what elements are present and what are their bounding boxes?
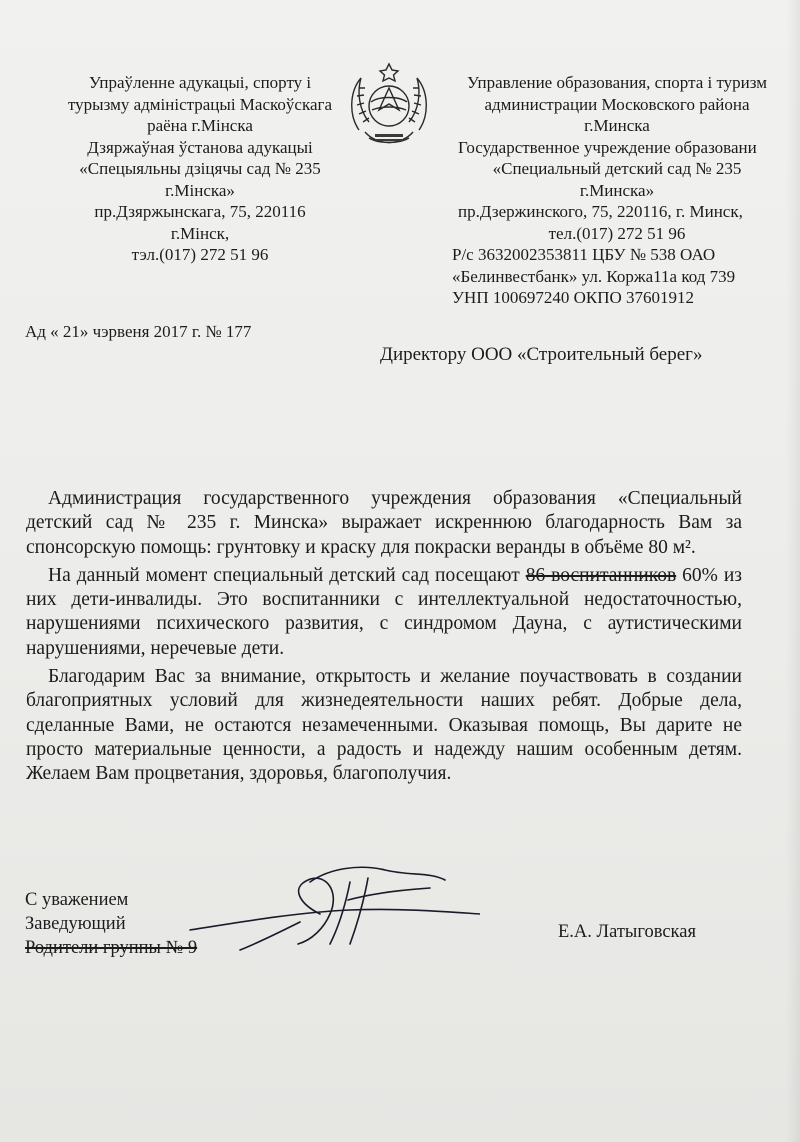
signer-position: Заведующий xyxy=(25,914,126,934)
belarus-emblem-icon xyxy=(345,58,433,150)
header-left-line: г.Мінск, xyxy=(170,223,230,243)
header-right-line: администрации Московского района xyxy=(484,94,750,114)
body-paragraph: Благодарим Вас за внимание, открытость и желание поучаствовать в создании благоприятных условий для жизнедеятельности наших ребят. Добрые дела, сделанные Вами, не остаются незамеченными. Оказывая помощь, Вы дарите не просто материальные ценности, а радость и надежду нашим особенным детям. Желаем Вам процветания, здоровья, благополучия. xyxy=(26,666,742,785)
header-right-line: Государственное учреждение образовани xyxy=(458,137,757,157)
handwritten-signature xyxy=(180,852,480,972)
header-right-phone: тел.(017) 272 51 96 xyxy=(548,223,686,243)
closing: С уважением xyxy=(25,890,129,910)
header-right-line: «Специальный детский сад № 235 xyxy=(492,159,742,178)
signer-name: Е.А. Латыговская xyxy=(558,922,696,942)
signature-block xyxy=(25,888,197,960)
letter-body xyxy=(26,487,742,791)
header-right-line: г.Минска» xyxy=(579,180,655,200)
header-right-line: Управление образования, спорта і туризм xyxy=(466,73,768,92)
letter-reference: Ад « 21» чэрвеня 2017 г. № 177 xyxy=(25,322,252,341)
header-left-line: раёна г.Мінска xyxy=(147,116,253,135)
header-left-line: г.Мінска» xyxy=(165,180,235,200)
header-left-belarusian xyxy=(40,72,360,266)
addressee: Директору ООО «Строительный берег» xyxy=(380,344,703,365)
header-left-line: Дзяржаўная ўстанова адукацыі xyxy=(87,137,313,157)
header-right-bank: Р/с 3632002353811 ЦБУ № 538 ОАО xyxy=(452,245,716,264)
body-text: На данный момент специальный детский сад посещают xyxy=(48,564,526,586)
header-right-address: пр.Дзержинского, 75, 220116, г. Минск, xyxy=(458,202,743,221)
body-paragraph: Администрация государственного учреждения образования «Специальный детский сад № 235 г. Минска» выражает искреннюю благодарность Вам за спонсорскую помощь: грунтовку и краску для покраски веранды в объёме 80 м². xyxy=(26,488,742,558)
body-paragraph xyxy=(26,564,742,661)
struck-text: 86 воспитанников xyxy=(525,564,677,586)
header-left-line: турызму адміністрацыі Маскоўскага xyxy=(67,94,333,114)
header-right-russian xyxy=(452,72,800,309)
header-left-line: «Спецыяльны дзіцячы сад № 235 xyxy=(79,159,321,178)
header-left-line: тэл.(017) 272 51 96 xyxy=(131,245,269,264)
header-left-line: пр.Дзяржынскага, 75, 220116 xyxy=(94,202,306,221)
header-right-bank: «Белинвестбанк» ул. Коржа11а код 739 xyxy=(452,266,736,286)
header-right-line: г.Минска xyxy=(584,116,650,135)
header-left-line: Упраўленне адукацыі, спорту і xyxy=(88,73,312,92)
struck-line: Родители группы № 9 xyxy=(25,938,198,958)
header-right-unp: УНП 100697240 ОКПО 37601912 xyxy=(452,288,695,307)
body-text: 60% из них дети-инвалиды. Это воспитанники с интеллектуальной недостаточностью, нарушениями психического развития, с синдромом Дауна, с аутистическими нарушениями, неречевые дети. xyxy=(26,564,742,659)
